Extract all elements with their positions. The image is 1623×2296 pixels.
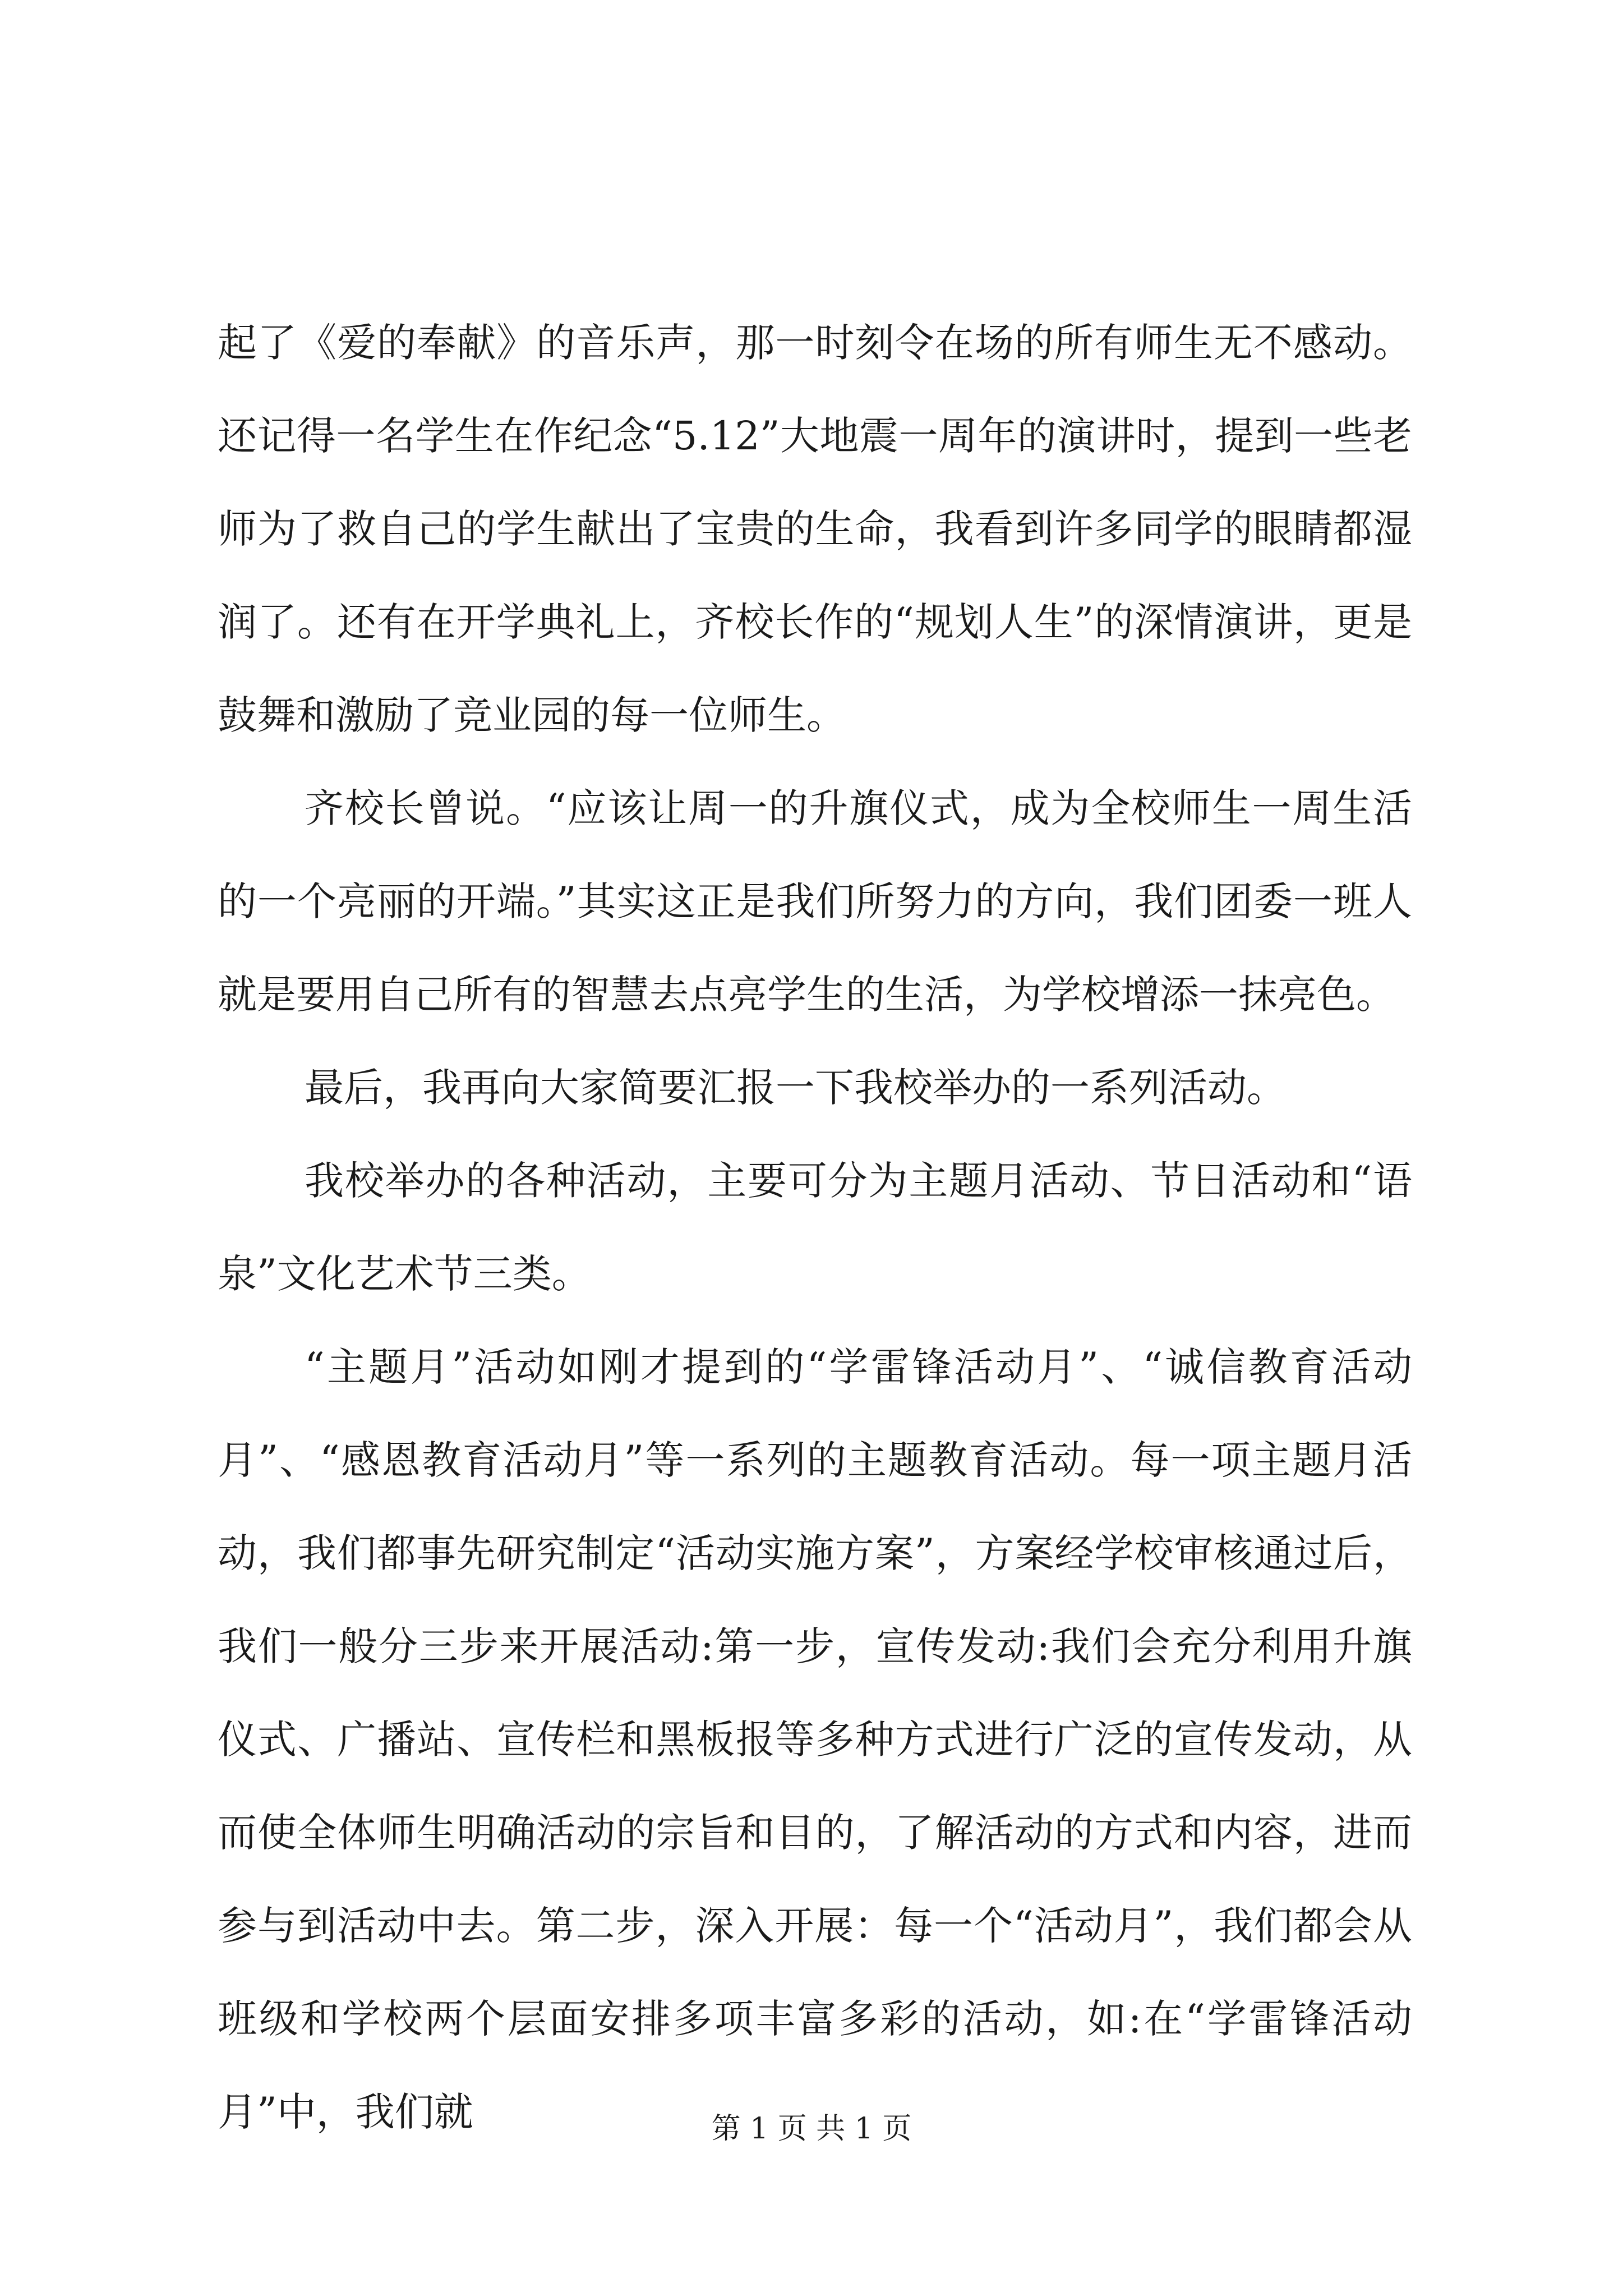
- paragraph: 齐校长曾说。“应该让周一的升旗仪式，成为全校师生一周生活的一个亮丽的开端。”其实这正是我们所努力的方向，我们团委一班人就是要用自己所有的智慧去点亮学生的生活，为学校增添一抹亮色。: [218, 785, 1412, 1018]
- paragraph: 最后，我再向大家简要汇报一下我校举办的一系列活动。: [305, 1065, 1286, 1111]
- paragraph: 我校举办的各种活动，主要可分为主题月活动、节日活动和“语泉”文化艺术节三类。: [218, 1158, 1412, 1297]
- page-footer: 第 1 页 共 1 页: [711, 2112, 912, 2146]
- paragraph: 起了《爱的奉献》的音乐声，那一时刻令在场的所有师生无不感动。还记得一名学生在作纪念“5.12”大地震一周年的演讲时，提到一些老师为了救自己的学生献出了宝贵的生命，我看到许多同学的眼睛都湿润了。还有在开学典礼上，齐校长作的“规划人生”的深情演讲，更是鼓舞和激励了竞业园的每一位师生。: [218, 320, 1412, 738]
- paragraph: “主题月”活动如刚才提到的“学雷锋活动月”、“诚信教育活动月”、“感恩教育活动月”等一系列的主题教育活动。每一项主题月活动，我们都事先研究制定“活动实施方案”，方案经学校审核通过后，我们一般分三步来开展活动:第一步，宣传发动:我们会充分利用升旗仪式、广播站、宣传栏和黑板报等多种方式进行广泛的宣传发动，从而使全体师生明确活动的宗旨和目的，了解活动的方式和内容，进而参与到活动中去。第二步，深入开展：每一个“活动月”，我们都会从班级和学校两个层面安排多项丰富多彩的活动，如:在“学雷锋活动月”中，我们就: [218, 1344, 1412, 2135]
- body-text: [218, 296, 1412, 2159]
